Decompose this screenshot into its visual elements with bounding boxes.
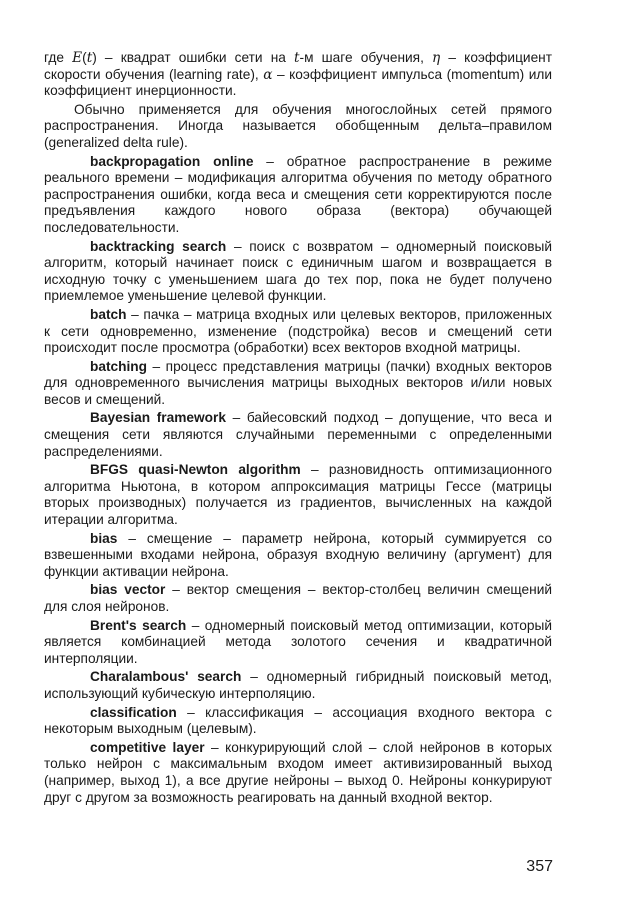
glossary-term: backtracking search xyxy=(90,238,227,254)
page-number: 357 xyxy=(526,858,553,875)
intro-text: где xyxy=(44,50,73,65)
intro-text: – коэффициент импульса (momentum) или коэффициент инерционности. xyxy=(44,66,552,99)
glossary-definition: – конкурирующий слой – слой нейронов в которых только нейрон с максимальным входом имеет активизированный выход (например, выход 1), а все другие нейроны – выход 0. Нейроны конкурируют друг с другом за возможность реагировать на данный входной вектор. xyxy=(44,739,552,805)
lead-paragraph: Обычно применяется для обучения многослойных сетей прямого распространения. Иногда называется обобщенным дельта–правилом (generalized delta rule). xyxy=(44,101,552,150)
glossary-term: bias vector xyxy=(90,582,166,598)
glossary-entry xyxy=(44,531,552,581)
glossary-entry xyxy=(44,410,552,460)
glossary-definition: – классификация – ассоциация входного вектора с некоторым выходным (целевым). xyxy=(44,704,552,737)
glossary-term: batch xyxy=(90,306,127,322)
symbol-alpha: α xyxy=(263,66,273,83)
glossary-definition: – обратное распространение в режиме реального времени – модификация алгоритма обучения по методу обратного распространения ошибки, когда веса и смещения сети корректируются после предъявления каждого нового образа (вектора) обучающей последовательности. xyxy=(44,153,552,235)
glossary-entry xyxy=(44,359,552,409)
symbol-t: t xyxy=(294,50,300,66)
glossary-entry xyxy=(44,740,552,806)
page-text xyxy=(44,50,552,808)
glossary-definition: – поиск с возвратом – одномерный поисковый алгоритм, который начинает поиск с единичным шагом и возвращается в исходную точку с уменьшением шага до тех пор, пока не будет получено приемлемое уменьшение целевой функции. xyxy=(44,238,553,304)
symbol-t: t xyxy=(86,50,93,66)
glossary-definition: – одномерный гибридный поисковый метод, использующий кубическую интерполяцию. xyxy=(44,669,552,701)
glossary-entry xyxy=(44,462,552,528)
glossary-entry xyxy=(44,669,552,702)
glossary-entry xyxy=(44,705,552,738)
glossary-definition: – байесовский подход – допущение, что веса и смещения сети являются случайными переменными с определенными распределениями. xyxy=(44,410,553,459)
glossary-definition: – вектор смещения – вектор-столбец величин смещений для слоя нейронов. xyxy=(44,582,552,614)
intro-paragraph xyxy=(44,50,552,100)
glossary-term: Bayesian framework xyxy=(90,410,226,426)
intro-text: ) – квадрат ошибки сети на xyxy=(92,50,295,65)
intro-text: ( xyxy=(82,50,87,65)
intro-text: -м шаге обучения, xyxy=(299,50,433,65)
glossary-term: bias xyxy=(90,530,118,546)
glossary-term: Charalambous' search xyxy=(90,669,242,685)
glossary-definition: – пачка – матрица входных или целевых векторов, приложенных к сети одновременно, изменение (подстройка) весов и смещений сети происходит после просмотра (обработки) всех векторов входной матрицы. xyxy=(44,306,552,356)
symbol-eta: η xyxy=(432,50,441,66)
glossary-term: competitive layer xyxy=(90,739,205,755)
glossary-definition: – одномерный поисковый метод оптимизации, который является комбинацией метода золотого сечения и квадратичной интерполяции. xyxy=(44,617,552,666)
glossary-entry xyxy=(44,307,552,357)
glossary-entry xyxy=(44,239,552,305)
glossary-definition: – процесс представления матрицы (пачки) входных векторов для одновременного вычисления матрицы выходных векторов и/или новых весов и смещений. xyxy=(44,358,552,407)
glossary-term: backpropagation online xyxy=(90,153,254,169)
glossary-term: Brent's search xyxy=(90,617,187,633)
glossary-entry xyxy=(44,154,552,237)
symbol-e: E xyxy=(72,50,83,66)
glossary-definition: – смещение – параметр нейрона, который суммируется со взвешенными входами нейрона, образуя входную величину (аргумент) для функции активации нейрона. xyxy=(44,530,552,579)
glossary-entry xyxy=(44,618,552,668)
glossary-term: batching xyxy=(90,358,148,374)
glossary-term: classification xyxy=(90,704,177,720)
glossary-definition: – разновидность оптимизационного алгоритма Ньютона, в котором аппроксимация матрицы Гессе (матрицы вторых производных) получается из градиентов, вычисленных на каждой итерации алгоритма. xyxy=(44,462,553,528)
glossary-entry xyxy=(44,582,552,615)
intro-text: – коэффициент скорости обучения (learning rate), xyxy=(44,50,553,82)
glossary-term: BFGS quasi-Newton algorithm xyxy=(90,462,301,478)
